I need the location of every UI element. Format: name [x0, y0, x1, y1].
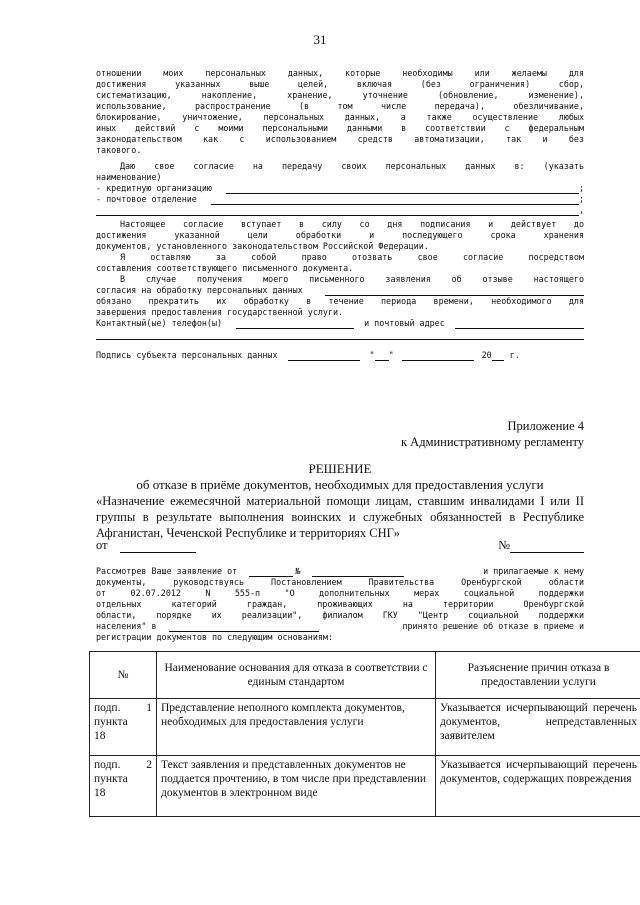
application-number-field[interactable]	[312, 567, 404, 577]
review-line: области, порядке их реализации", филиалом ГКУ "Центр социальной поддержки	[96, 610, 584, 620]
reference-part: 18	[94, 787, 106, 799]
column-header-number: №	[90, 652, 157, 699]
decision-meta-row	[96, 537, 584, 553]
contact-row	[96, 318, 584, 329]
post-office-field-2[interactable]	[96, 206, 579, 216]
separator: ,	[578, 205, 584, 215]
credit-org-row	[96, 183, 584, 194]
contact-row-2	[96, 329, 584, 340]
validity-line: Настоящее согласие вступает в силу со дня подписания и действует до	[120, 219, 584, 229]
decision-header	[96, 461, 584, 493]
review-line: регистрации документов по следующим основаниям:	[96, 632, 333, 642]
reference-part: пункта	[94, 716, 128, 728]
from-label: от	[96, 538, 108, 552]
consent-text	[96, 68, 584, 361]
quote-mark: "	[369, 350, 375, 360]
table-row	[90, 756, 640, 817]
quote-mark: "	[388, 350, 394, 360]
consent-line: законодательством как с использованием средств автоматизации, так и без	[96, 134, 584, 144]
stop-line: обязано прекратить их обработку в течение периода времени, необходимого для	[96, 296, 584, 306]
post-office-label: - почтовое отделение	[96, 194, 197, 204]
table-header-row	[90, 652, 640, 699]
reference-cell	[90, 699, 157, 756]
reference-cell	[90, 756, 157, 817]
month-field[interactable]	[402, 351, 474, 361]
service-line: Афганистан, Чеченской Республике и территориях СНГ»	[96, 526, 400, 540]
transfer-intro: наименование)	[96, 172, 162, 182]
credit-org-field[interactable]	[226, 184, 579, 194]
year-suffix: г.	[509, 350, 520, 360]
revoke-line: составления соответствующего письменного документа.	[96, 263, 354, 273]
decision-number-field[interactable]	[510, 540, 584, 553]
year-prefix: 20	[481, 350, 492, 360]
review-text-part: и прилагаемые к нему	[483, 566, 584, 576]
validity-line: документов, установленного законодательством Российской Федерации.	[96, 241, 429, 251]
signature-row	[96, 350, 584, 361]
consent-line: использование, распространение (в том числе передача), обезличивание,	[96, 101, 584, 111]
reference-line	[94, 701, 152, 715]
column-header-basis: Наименование основания для отказа в соответствии с единым стандартом	[157, 652, 436, 699]
reference-subitem: 1	[146, 702, 152, 714]
column-header-explanation: Разъяснение причин отказа в предоставлении услуги	[436, 652, 640, 699]
consent-line: отношении моих персональных данных, которые необходимы или желаемы для	[96, 68, 584, 78]
receipt-line: В случае получения моего письменного заявления об отзыве настоящего	[120, 274, 584, 284]
page-number: 31	[313, 32, 327, 47]
consent-line: достижения указанных выше целей, включая (без ограничения) сбор,	[96, 79, 584, 89]
separator: ;	[578, 183, 584, 193]
operator-field[interactable]	[325, 286, 584, 296]
signature-label: Подпись субъекта персональных данных	[96, 350, 278, 360]
number-label: №	[498, 538, 510, 552]
revoke-line: Я оставляю за собой право отозвать свое согласие посредством	[120, 252, 584, 262]
day-field[interactable]	[375, 351, 389, 361]
review-line: документы, руководствуясь Постановлением Правительства Оренбургской области	[96, 577, 584, 587]
review-text-part: населения" в	[96, 621, 157, 631]
postal-address-field-2[interactable]	[96, 330, 584, 340]
consent-line: такового.	[96, 145, 142, 155]
service-name	[96, 493, 584, 541]
consent-line: систематизацию, накопление, хранение, уточнение (обновление, изменение),	[96, 90, 584, 100]
review-text	[96, 566, 584, 643]
signature-field[interactable]	[288, 351, 360, 361]
review-first-row	[96, 566, 584, 577]
post-office-row	[96, 194, 584, 205]
service-line: группы в результате выполнения воинских и служебных обязанностей в Республике	[96, 510, 584, 524]
reference-part: подп.	[94, 702, 121, 714]
contact-phone-label: Контактный(ые) телефон(ы)	[96, 318, 223, 328]
decision-title: РЕШЕНИЕ	[308, 461, 372, 476]
appendix-number: Приложение 4	[507, 419, 584, 433]
credit-org-label: - кредитную организацию	[96, 183, 212, 193]
basis-cell: Представление неполного комплекта документов, необходимых для предоставления услуги	[157, 699, 436, 756]
review-line: отдельных категорий граждан, проживающих на территории Оренбургской	[96, 599, 584, 609]
appendix-header	[401, 418, 584, 450]
reference-part: 18	[94, 730, 106, 742]
review-text-part: принято решение об отказе в приеме и	[402, 621, 584, 631]
refusal-reasons-table	[89, 651, 640, 817]
phone-field[interactable]	[236, 319, 354, 329]
review-branch-row	[96, 621, 584, 632]
post-office-field[interactable]	[211, 195, 579, 205]
receipt-row	[96, 285, 584, 296]
decision-subtitle: об отказе в приёме документов, необходимых для предоставления услуги	[136, 477, 544, 492]
review-line: от 02.07.2012 N 555-п "О дополнительных мерах социальной поддержки	[96, 588, 584, 598]
basis-cell: Текст заявления и представленных документов не поддается прочтению, в том числе при представлении документов в электронном виде	[157, 756, 436, 817]
stop-line: завершения предоставления государственной услуги.	[96, 307, 344, 317]
reference-part: подп.	[94, 759, 121, 771]
table-row	[90, 699, 640, 756]
explanation-cell: Указывается исчерпывающий перечень документов, непредставленных заявителем	[436, 699, 640, 756]
reference-part: пункта	[94, 773, 128, 785]
separator: ;	[578, 194, 584, 204]
service-line: «Назначение ежемесячной материальной помощи лицам, ставшим инвалидами I или II	[96, 494, 584, 508]
reference-subitem: 2	[146, 759, 152, 771]
consent-line: блокирование, уничтожение, персональных данных, а также осуществление любых	[96, 112, 584, 122]
branch-field[interactable]	[169, 622, 319, 632]
transfer-intro: Даю свое согласие на передачу своих персональных данных в: (указать	[120, 161, 584, 171]
appendix-reference: к Административному регламенту	[400, 435, 584, 449]
review-number-label: №	[295, 566, 301, 576]
explanation-cell: Указывается исчерпывающий перечень документов, содержащих повреждения	[436, 756, 640, 817]
post-office-row-2	[96, 205, 584, 216]
application-date-field[interactable]	[249, 567, 293, 577]
year-field[interactable]	[492, 351, 504, 361]
validity-line: достижения указанной цели обработки и последующего срока хранения	[96, 230, 584, 240]
review-text-part: Рассмотрев Ваше заявление от	[96, 566, 238, 576]
consent-line: иных действий с моими персональными данными в соответствии с федеральным	[96, 123, 584, 133]
postal-address-label: и почтовый адрес	[364, 318, 445, 328]
receipt-label: согласия на обработку персональных данных	[96, 285, 303, 295]
postal-address-field[interactable]	[455, 319, 584, 329]
reference-line	[94, 758, 152, 772]
decision-date-field[interactable]	[120, 540, 196, 553]
